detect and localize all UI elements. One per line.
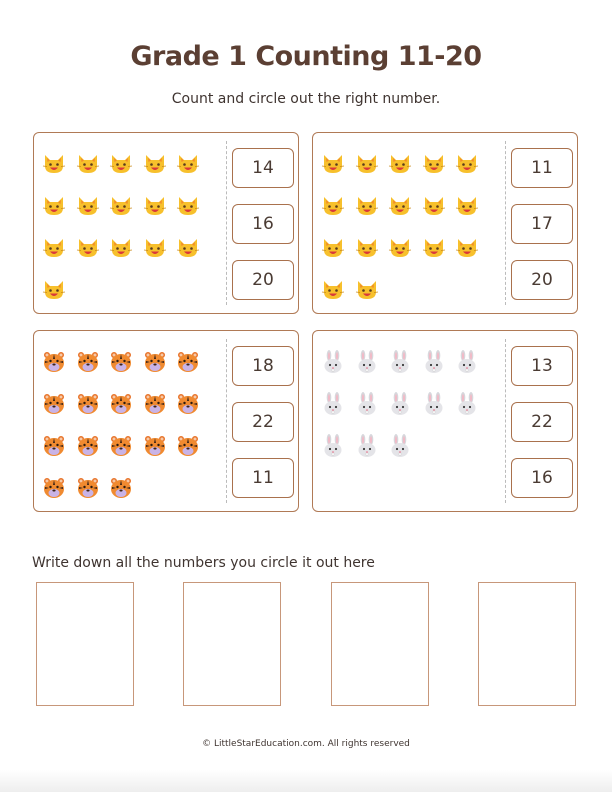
cat-face-icon xyxy=(321,236,345,260)
cat-face-icon xyxy=(388,152,412,176)
rabbit-face-icon xyxy=(321,392,345,416)
cat-face-icon xyxy=(176,152,200,176)
number-choice[interactable]: 16 xyxy=(232,204,294,244)
number-choice[interactable]: 11 xyxy=(232,458,294,498)
answer-box-2[interactable] xyxy=(183,582,281,706)
counting-panel-rabbits xyxy=(312,330,578,512)
rabbit-face-icon xyxy=(355,350,379,374)
cat-face-icon xyxy=(42,152,66,176)
rabbit-face-icon xyxy=(355,392,379,416)
tiger-face-icon xyxy=(42,392,66,416)
number-choice[interactable]: 14 xyxy=(232,148,294,188)
page-subtitle: Count and circle out the right number. xyxy=(171,91,441,107)
tiger-face-icon xyxy=(143,350,167,374)
cat-face-icon xyxy=(42,236,66,260)
cat-face-icon xyxy=(143,194,167,218)
tiger-face-icon xyxy=(109,476,133,500)
cat-face-icon xyxy=(76,236,100,260)
page-bottom-shadow xyxy=(0,770,612,792)
cat-face-icon xyxy=(176,194,200,218)
answer-box-4[interactable] xyxy=(478,582,576,706)
tiger-face-icon xyxy=(109,350,133,374)
answer-instruction: Write down all the numbers you circle it out here xyxy=(32,555,375,571)
counting-panel-tigers xyxy=(33,330,299,512)
answer-box-3[interactable] xyxy=(331,582,429,706)
tiger-face-icon xyxy=(176,350,200,374)
tiger-face-icon xyxy=(76,392,100,416)
tiger-face-icon xyxy=(109,434,133,458)
dashed-divider xyxy=(226,339,227,503)
cat-face-icon xyxy=(422,152,446,176)
number-choice[interactable]: 17 xyxy=(511,204,573,244)
tiger-face-icon xyxy=(143,392,167,416)
cat-face-icon xyxy=(455,194,479,218)
cat-face-icon xyxy=(388,194,412,218)
number-choice[interactable]: 11 xyxy=(511,148,573,188)
cat-face-icon xyxy=(455,236,479,260)
rabbit-face-icon xyxy=(455,350,479,374)
tiger-face-icon xyxy=(76,434,100,458)
page-title: Grade 1 Counting 11-20 xyxy=(130,41,482,72)
cat-face-icon xyxy=(388,236,412,260)
cat-face-icon xyxy=(109,194,133,218)
cat-face-icon xyxy=(42,278,66,302)
cat-face-icon xyxy=(143,152,167,176)
counting-panel-cats-2 xyxy=(312,132,578,314)
cat-face-icon xyxy=(109,152,133,176)
cat-face-icon xyxy=(422,194,446,218)
cat-face-icon xyxy=(176,236,200,260)
tiger-face-icon xyxy=(109,392,133,416)
tiger-face-icon xyxy=(76,476,100,500)
cat-face-icon xyxy=(76,152,100,176)
rabbit-face-icon xyxy=(321,434,345,458)
cat-face-icon xyxy=(321,278,345,302)
number-choice[interactable]: 22 xyxy=(511,402,573,442)
cat-face-icon xyxy=(76,194,100,218)
cat-face-icon xyxy=(355,194,379,218)
dashed-divider xyxy=(505,141,506,305)
cat-face-icon xyxy=(422,236,446,260)
number-choice[interactable]: 13 xyxy=(511,346,573,386)
rabbit-face-icon xyxy=(422,392,446,416)
cat-face-icon xyxy=(42,194,66,218)
cat-face-icon xyxy=(355,152,379,176)
rabbit-face-icon xyxy=(388,392,412,416)
tiger-face-icon xyxy=(143,434,167,458)
counting-panel-cats-1 xyxy=(33,132,299,314)
cat-face-icon xyxy=(321,152,345,176)
number-choice[interactable]: 18 xyxy=(232,346,294,386)
tiger-face-icon xyxy=(42,434,66,458)
number-choice[interactable]: 22 xyxy=(232,402,294,442)
tiger-face-icon xyxy=(176,434,200,458)
copyright-footer: © LittleStarEducation.com. All rights reserved xyxy=(202,739,410,749)
rabbit-face-icon xyxy=(455,392,479,416)
number-choice[interactable]: 16 xyxy=(511,458,573,498)
tiger-face-icon xyxy=(76,350,100,374)
tiger-face-icon xyxy=(42,350,66,374)
dashed-divider xyxy=(226,141,227,305)
rabbit-face-icon xyxy=(388,434,412,458)
rabbit-face-icon xyxy=(388,350,412,374)
number-choice[interactable]: 20 xyxy=(232,260,294,300)
rabbit-face-icon xyxy=(321,350,345,374)
cat-face-icon xyxy=(355,278,379,302)
cat-face-icon xyxy=(455,152,479,176)
cat-face-icon xyxy=(321,194,345,218)
number-choice[interactable]: 20 xyxy=(511,260,573,300)
cat-face-icon xyxy=(355,236,379,260)
cat-face-icon xyxy=(143,236,167,260)
dashed-divider xyxy=(505,339,506,503)
cat-face-icon xyxy=(109,236,133,260)
tiger-face-icon xyxy=(42,476,66,500)
tiger-face-icon xyxy=(176,392,200,416)
rabbit-face-icon xyxy=(355,434,379,458)
rabbit-face-icon xyxy=(422,350,446,374)
answer-box-1[interactable] xyxy=(36,582,134,706)
